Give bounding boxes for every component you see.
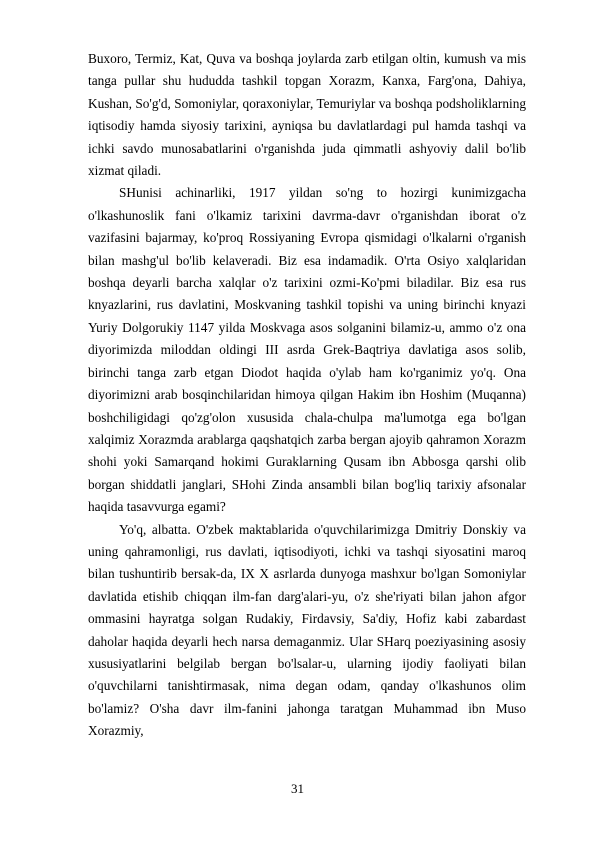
paragraph-2: SHunisi achinarliki, 1917 yildan so'ng to hozirgi kunimizgacha o'lkashunoslik fani o'lkamiz tarixini davrma-davr o'rganishdan iborat o'z vazifasini bajarmay, ko'proq Rossiyaning Evropa qismidagi o'lkalarni o'rganish bilan mashg'ul bo'lib kelaveradi. Biz esa indamadik. O'rta Osiyo xalqlaridan boshqa deyarli barcha xalqlar o'z tarixini ozmi-Ko'pmi biladilar. Biz esa rus knyazlarini, rus davlatini, Moskvaning tashkil topishi va uning birinchi knyazi Yuriy Dolgorukiy 1147 yilda Moskvaga asos solganini bilamiz-u, ammo o'z ona diyorimizda miloddan oldingi III asrda Grek-Baqtriya davlatiga asos solib, birinchi tanga zarb etgan Diodot haqida o'ylab ham ko'rganimiz yo'q. Ona diyorimizni arab bosqinchilaridan himoya qilgan Hakim ibn Hoshim (Muqanna) boshchiligidagi qo'zg'olon xususida chala-chulpa ma'lumotga ega bo'lgan xalqimiz Xorazmda arablarga qaqshatqich zarba bergan ajoyib qahramon Xorazm shohi yoki Samarqand hokimi Guraklarning Qusam ibn Abbosga qarshi olib borgan shiddatli janglari, SHohi Zinda ansambli bilan bog'liq tarixiy afsonalar haqida tasavvurga egami? <box>88 185 526 515</box>
page-number: 31 <box>291 781 304 796</box>
paragraph-1: Buxoro, Termiz, Kat, Quva va boshqa joylarda zarb etilgan oltin, kumush va mis tanga pullar shu hududda tashkil topgan Xorazm, Kanxa, Farg'ona, Dahiya, Kushan, So'g'd, Somoniylar, qoraxoniylar, Temuriylar va boshqa podsholiklarning iqtisodiy hamda siyosiy tarixini, ayniqsa bu davlatlardagi pul hamda tashqi va ichki savdo munosabatlarini o'rganishda juda qimmatli ashyoviy dalil bo'lib xizmat qiladi. <box>88 51 526 179</box>
body-text <box>88 48 526 743</box>
paragraph-3: Yo'q, albatta. O'zbek maktablarida o'quvchilarimizga Dmitriy Donskiy va uning qahramonligi, rus davlati, iqtisodiyoti, ichki va tashqi siyosatini maroq bilan tushuntirib bersak-da, IX X asrlarda dunyoga mashxur bo'lgan Somoniylar davlatida etishib chiqqan ilm-fan darg'alari-yu, o'z she'riyati bilan jahon afgor ommasini hayratga solgan Rudakiy, Firdavsiy, Sa'diy, Hofiz kabi zabardast daholar haqida deyarli hech narsa demaganmiz. Ular SHarq poeziyasining asosiy xususiyatlarini belgilab bergan bo'lsalar-u, ularning ijodiy faoliyati bilan o'quvchilarni tanishtirmasak, nima degan odam, qanday o'lkashunos olim bo'lamiz? O'sha davr ilm-fanini jahonga taratgan Muhammad ibn Muso Xorazmiy, <box>88 521 526 739</box>
